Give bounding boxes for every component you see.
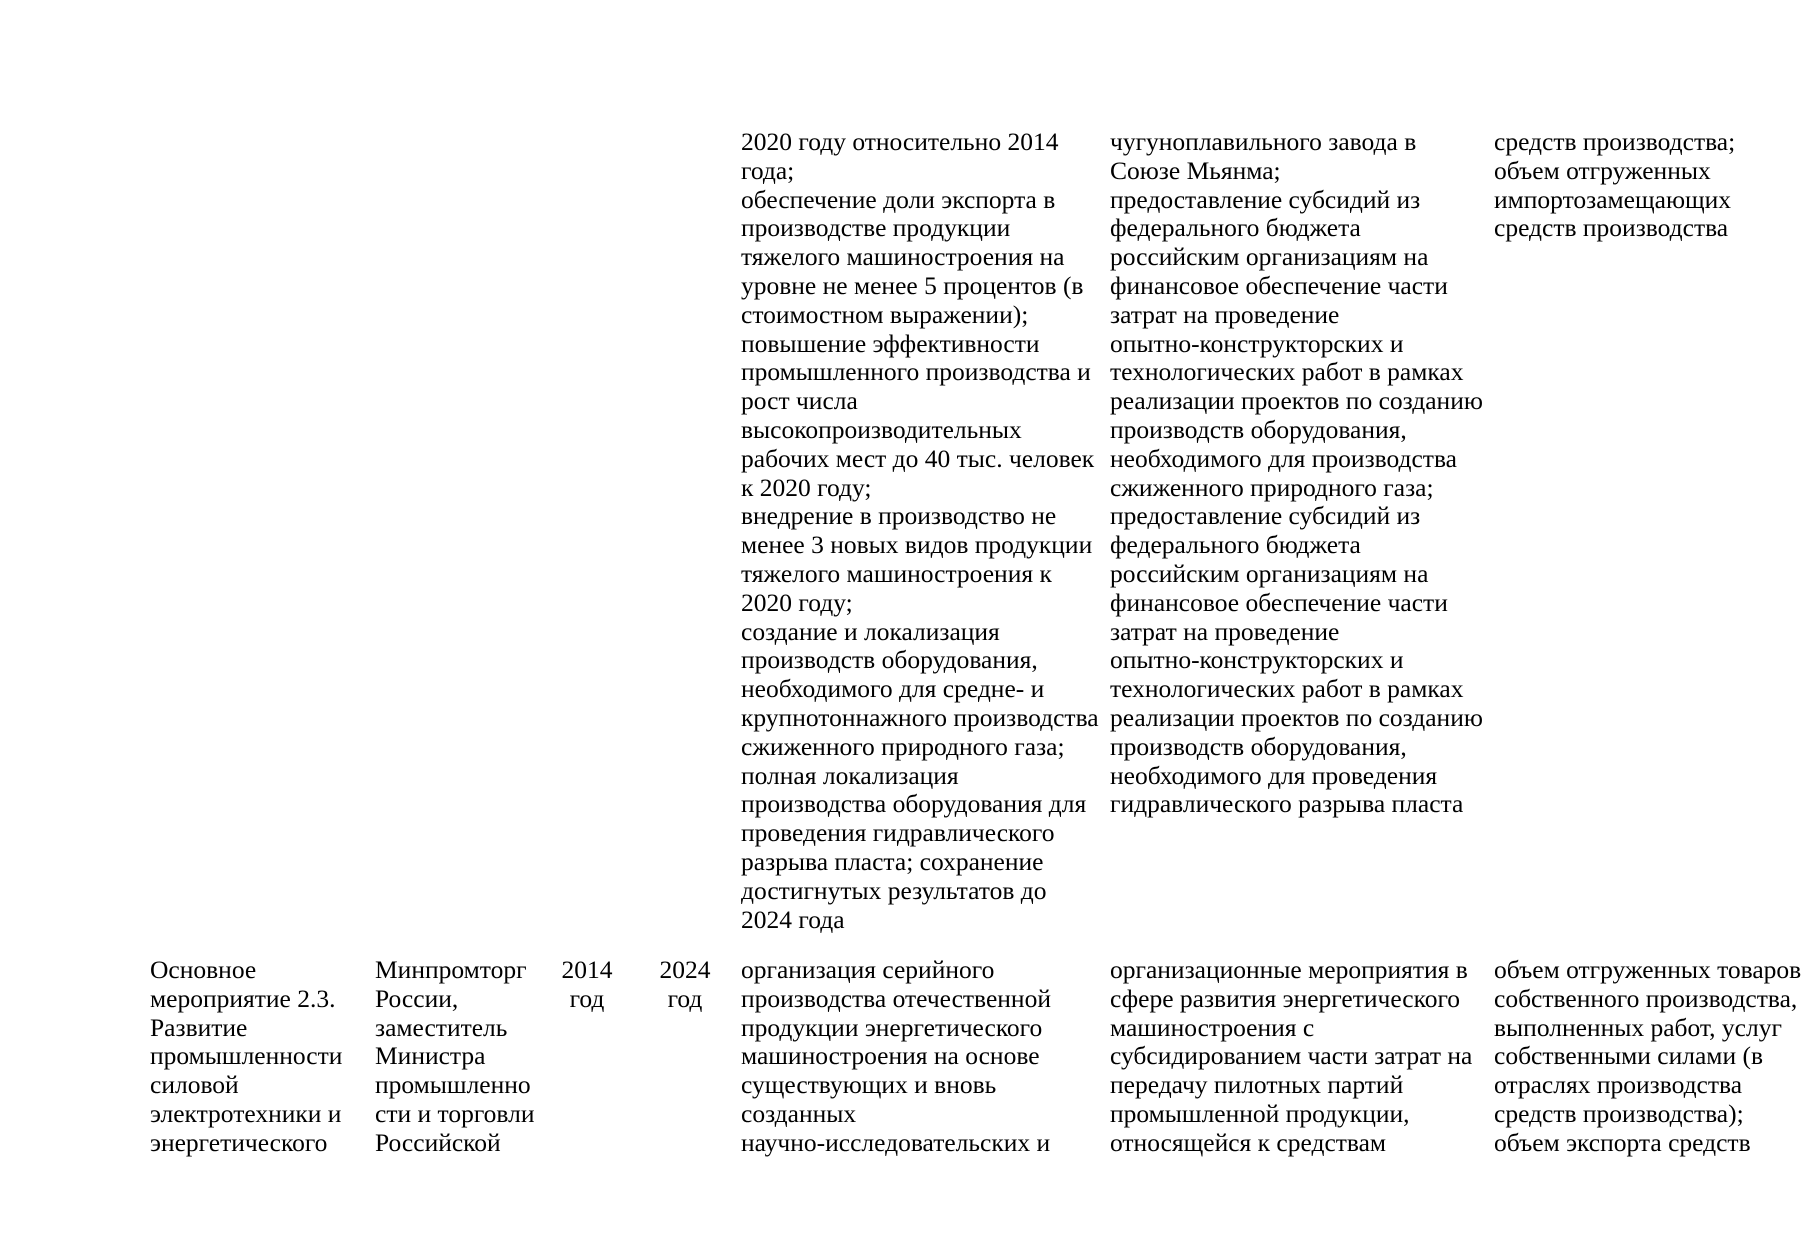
text-line: силовой xyxy=(150,1070,239,1100)
table-cell-start-year xyxy=(552,956,622,1014)
text-line: тяжелого машиностроения к xyxy=(741,558,1052,588)
text-line: внедрение в производство не xyxy=(741,501,1057,531)
text-line: существующих и вновь xyxy=(741,1070,997,1100)
text-line: необходимого для производства xyxy=(1110,443,1457,473)
text-line: производства отечественной xyxy=(741,983,1051,1013)
table-cell-activity-name xyxy=(150,956,342,1158)
text-line: средств производства xyxy=(1494,213,1729,243)
text-line: производства оборудования для xyxy=(741,789,1087,819)
text-line: Союзе Мьянма; xyxy=(1110,155,1281,185)
text-line: организация серийного xyxy=(741,955,995,984)
text-line: заместитель xyxy=(375,1012,508,1042)
text-line: необходимого для проведения xyxy=(1110,760,1438,790)
text-line: финансовое обеспечение части xyxy=(1110,587,1448,617)
text-line: 2020 году относительно 2014 xyxy=(741,127,1059,156)
text-line: объем отгруженных товаров xyxy=(1494,955,1801,984)
text-line: рабочих мест до 40 тыс. человек xyxy=(741,443,1095,473)
text-line: 2024 года xyxy=(741,904,845,934)
text-line: гидравлического разрыва пласта xyxy=(1110,789,1464,819)
text-line: сжиженного природного газа; xyxy=(1110,472,1434,502)
text-line: продукции энергетического xyxy=(741,1012,1043,1042)
text-line: средств производства; xyxy=(1494,127,1736,156)
text-line: уровне не менее 5 процентов (в xyxy=(741,270,1084,300)
text-line: производств оборудования, xyxy=(1110,731,1407,761)
text-line: разрыва пласта; сохранение xyxy=(741,846,1044,876)
table-cell-expected-result xyxy=(741,956,1051,1158)
text-line: электротехники и xyxy=(150,1098,342,1128)
text-line: промышленного производства и xyxy=(741,357,1091,387)
text-line: затрат на проведение xyxy=(1110,616,1340,646)
table-cell-end-year xyxy=(650,956,720,1014)
text-line: обеспечение доли экспорта в xyxy=(741,184,1056,214)
text-line: производстве продукции xyxy=(741,213,1011,243)
text-line: сфере развития энергетического xyxy=(1110,983,1461,1013)
table-cell-main-directions xyxy=(1110,128,1483,819)
text-line: стоимостном выражении); xyxy=(741,299,1029,329)
text-line: опытно-конструкторских и xyxy=(1110,328,1404,358)
text-line: импортозамещающих xyxy=(1494,184,1732,214)
text-line: средств производства); xyxy=(1494,1098,1744,1128)
text-line: собственными силами (в xyxy=(1494,1041,1763,1071)
text-line: 2024 xyxy=(659,955,711,984)
text-line: передачу пилотных партий xyxy=(1110,1070,1404,1100)
text-line: технологических работ в рамках xyxy=(1110,357,1464,387)
table-cell-main-directions xyxy=(1110,956,1472,1158)
text-line: производств оборудования, xyxy=(1110,414,1407,444)
text-line: Минпромторг xyxy=(375,955,527,984)
text-line: выполненных работ, услуг xyxy=(1494,1012,1782,1042)
text-line: промышленно xyxy=(375,1070,531,1100)
text-line: сжиженного природного газа; xyxy=(741,731,1065,761)
text-line: финансовое обеспечение части xyxy=(1110,270,1448,300)
text-line: отраслях производства xyxy=(1494,1070,1743,1100)
table-cell-responsible-executor xyxy=(375,956,534,1158)
text-line: машиностроения на основе xyxy=(741,1041,1040,1071)
text-line: субсидированием части затрат на xyxy=(1110,1041,1473,1071)
text-line: рост числа xyxy=(741,386,858,416)
text-line: машиностроения с xyxy=(1110,1012,1315,1042)
text-line: собственного производства, xyxy=(1494,983,1798,1013)
text-line: 2020 году; xyxy=(741,587,853,617)
text-line: крупнотоннажного производства xyxy=(741,702,1099,732)
text-line: относящейся к средствам xyxy=(1110,1127,1387,1157)
text-line: промышленности xyxy=(150,1041,343,1071)
text-line: предоставление субсидий из xyxy=(1110,501,1421,531)
text-line: года; xyxy=(741,155,795,185)
text-line: год xyxy=(569,983,605,1013)
text-line: федерального бюджета xyxy=(1110,530,1361,560)
text-line: необходимого для средне- и xyxy=(741,674,1045,704)
text-line: реализации проектов по созданию xyxy=(1110,386,1483,416)
text-line: производств оборудования, xyxy=(741,645,1038,675)
text-line: организационные мероприятия в xyxy=(1110,955,1468,984)
text-line: 2014 xyxy=(561,955,613,984)
text-line: сти и торговли xyxy=(375,1098,535,1128)
text-line: объем экспорта средств xyxy=(1494,1127,1751,1157)
text-line: чугуноплавильного завода в xyxy=(1110,127,1417,156)
text-line: предоставление субсидий из xyxy=(1110,184,1421,214)
text-line: Российской xyxy=(375,1127,501,1157)
table-cell-indicator-link xyxy=(1494,956,1801,1158)
text-line: реализации проектов по созданию xyxy=(1110,702,1483,732)
text-line: проведения гидравлического xyxy=(741,818,1055,848)
text-line: опытно-конструкторских и xyxy=(1110,645,1404,675)
text-line: российским организациям на xyxy=(1110,558,1429,588)
text-line: менее 3 новых видов продукции xyxy=(741,530,1093,560)
table-cell-expected-result xyxy=(741,128,1099,934)
text-line: повышение эффективности xyxy=(741,328,1040,358)
text-line: объем отгруженных xyxy=(1494,155,1711,185)
text-line: научно-исследовательских и xyxy=(741,1127,1051,1157)
text-line: Развитие xyxy=(150,1012,248,1042)
text-line: технологических работ в рамках xyxy=(1110,674,1464,704)
text-line: затрат на проведение xyxy=(1110,299,1340,329)
table-cell-indicator-link xyxy=(1494,128,1735,243)
text-line: Основное xyxy=(150,955,257,984)
text-line: Министра xyxy=(375,1041,486,1071)
text-line: российским организациям на xyxy=(1110,242,1429,272)
text-line: к 2020 году; xyxy=(741,472,872,502)
text-line: год xyxy=(667,983,703,1013)
text-line: энергетического xyxy=(150,1127,328,1157)
text-line: федерального бюджета xyxy=(1110,213,1361,243)
text-line: высокопроизводительных xyxy=(741,414,1022,444)
text-line: полная локализация xyxy=(741,760,959,790)
text-line: достигнутых результатов до xyxy=(741,875,1047,905)
text-line: промышленной продукции, xyxy=(1110,1098,1410,1128)
text-line: создание и локализация xyxy=(741,616,1000,646)
text-line: России, xyxy=(375,983,459,1013)
text-line: тяжелого машиностроения на xyxy=(741,242,1065,272)
text-line: мероприятие 2.3. xyxy=(150,983,336,1013)
text-line: созданных xyxy=(741,1098,857,1128)
